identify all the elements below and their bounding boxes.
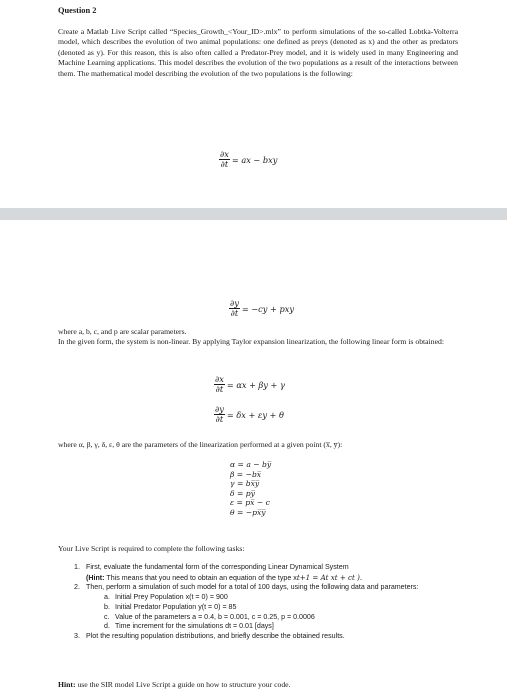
- eq1-numerator: ∂x: [220, 149, 229, 159]
- task-3-text: Plot the resulting population distributions, and briefly describe the obtained results.: [86, 631, 345, 640]
- lin-eq2-fraction: [214, 405, 225, 424]
- linear-equation-1: [214, 375, 285, 394]
- task-item-2: [74, 583, 454, 632]
- task-list: [74, 563, 454, 642]
- parameter-definitions: [230, 460, 271, 518]
- task-2-subitem-c: [104, 613, 454, 623]
- param-def-delta: δ = py̅: [230, 488, 255, 498]
- subitem-a-letter: a.: [104, 593, 110, 602]
- lin-eq1-rhs: = αx + βy + γ: [226, 379, 285, 390]
- intro-paragraph: Create a Matlab Live Script called “Species_Growth_<Your_ID>.mlx” to perform simulations of the so-called Lobtka-Volterra model, which describes the evolution of two animal populations: one defined as preys (denoted as x) and the other as predators (denoted as y). For this reason, this is also often called a Predator-Prey model, and it is widely used in many Engineering and Machine Learning applications. This model describes the evolution of the two populations as a result of the interactions between them. The mathematical model describing the evolution of the two populations is the following:: [58, 27, 458, 78]
- question-title: Question 2: [58, 6, 97, 15]
- task-2-subitem-a: [104, 593, 454, 603]
- task-1-text: First, evaluate the fundamental form of the corresponding Linear Dynamical System: [86, 563, 349, 571]
- eq2-numerator: ∂y: [230, 298, 239, 308]
- subitem-b-letter: b.: [104, 602, 110, 611]
- lin-eq1-fraction: [214, 375, 225, 394]
- lin-eq2-numerator: ∂y: [215, 404, 224, 414]
- subitem-c-letter: c.: [104, 612, 110, 621]
- subitem-d-letter: d.: [104, 622, 110, 631]
- param-def-epsilon: ε = px̅ − c: [230, 498, 270, 508]
- eq2-denominator: ∂t: [230, 308, 239, 318]
- task-2-subitem-d: [104, 622, 454, 632]
- lin-eq2-denominator: ∂t: [215, 414, 224, 424]
- where-params-text: where a, b, c, and p are scalar parameters.: [58, 327, 187, 336]
- task-item-1: [74, 563, 454, 583]
- equation-2: [229, 299, 294, 318]
- params-text-block: [58, 327, 458, 348]
- lin-eq1-denominator: ∂t: [215, 384, 224, 394]
- where-linearization-text: where α, β, γ, δ, ε, θ are the parameters of the linearization performed at a given point (x̅, y̅):: [58, 440, 343, 449]
- linear-equation-2: [214, 405, 284, 424]
- subitem-c-text: Value of the parameters a = 0.4, b = 0.001, c = 0.25, p = 0.0006: [115, 612, 315, 621]
- subitem-a-text: Initial Prey Population x(t = 0) = 900: [115, 593, 228, 602]
- task-1-number: 1.: [74, 563, 80, 571]
- param-def-alpha: α = a − by̅: [230, 460, 272, 469]
- where-lin-block: [58, 440, 478, 450]
- question-top-section: [58, 0, 458, 79]
- subitem-b-text: Initial Predator Population y(t = 0) = 85: [115, 602, 237, 611]
- task-1-hint-text: This means that you need to obtain an equation of the type x: [106, 573, 297, 582]
- nonlinear-text: In the given form, the system is non-linear. By applying Taylor expansion linearization, the following linear form is obtained:: [58, 337, 444, 347]
- equation-1: [219, 150, 277, 169]
- task-item-3: [74, 632, 454, 642]
- param-def-theta: θ = −px̅y̅: [230, 507, 266, 517]
- final-hint-text: use the SIR model Live Script a guide on how to structure your code.: [77, 680, 291, 689]
- task-1-hint-equation: t+1 = At xt + ct ).: [296, 572, 363, 582]
- eq2-rhs: = −cy + pxy: [241, 303, 294, 314]
- param-def-beta: β = −bx̅: [230, 469, 262, 479]
- lin-eq1-numerator: ∂x: [215, 374, 224, 384]
- eq1-fraction: [219, 150, 230, 169]
- task-1-hint-label: (Hint:: [86, 573, 105, 582]
- task-2-number: 2.: [74, 583, 80, 592]
- task-3-number: 3.: [74, 631, 80, 640]
- final-hint: [58, 680, 291, 689]
- lin-eq2-rhs: = δx + εy + θ: [226, 409, 284, 420]
- subitem-d-text: Time increment for the simulations dt = 0.01 [days]: [115, 622, 274, 631]
- eq1-denominator: ∂t: [220, 159, 229, 169]
- page-break-band: [0, 208, 507, 220]
- eq1-rhs: = ax − bxy: [231, 154, 278, 165]
- task-2-text: Then, perform a simulation of such model for a total of 100 days, using the following data and parameters:: [86, 583, 419, 592]
- task-2-sublist: [86, 593, 454, 632]
- task-2-subitem-b: [104, 603, 454, 613]
- param-def-gamma: γ = bx̅y̅: [230, 479, 260, 489]
- final-hint-label: Hint:: [58, 680, 76, 689]
- eq2-fraction: [229, 299, 240, 318]
- tasks-intro: Your Live Script is required to complete the following tasks:: [58, 544, 245, 553]
